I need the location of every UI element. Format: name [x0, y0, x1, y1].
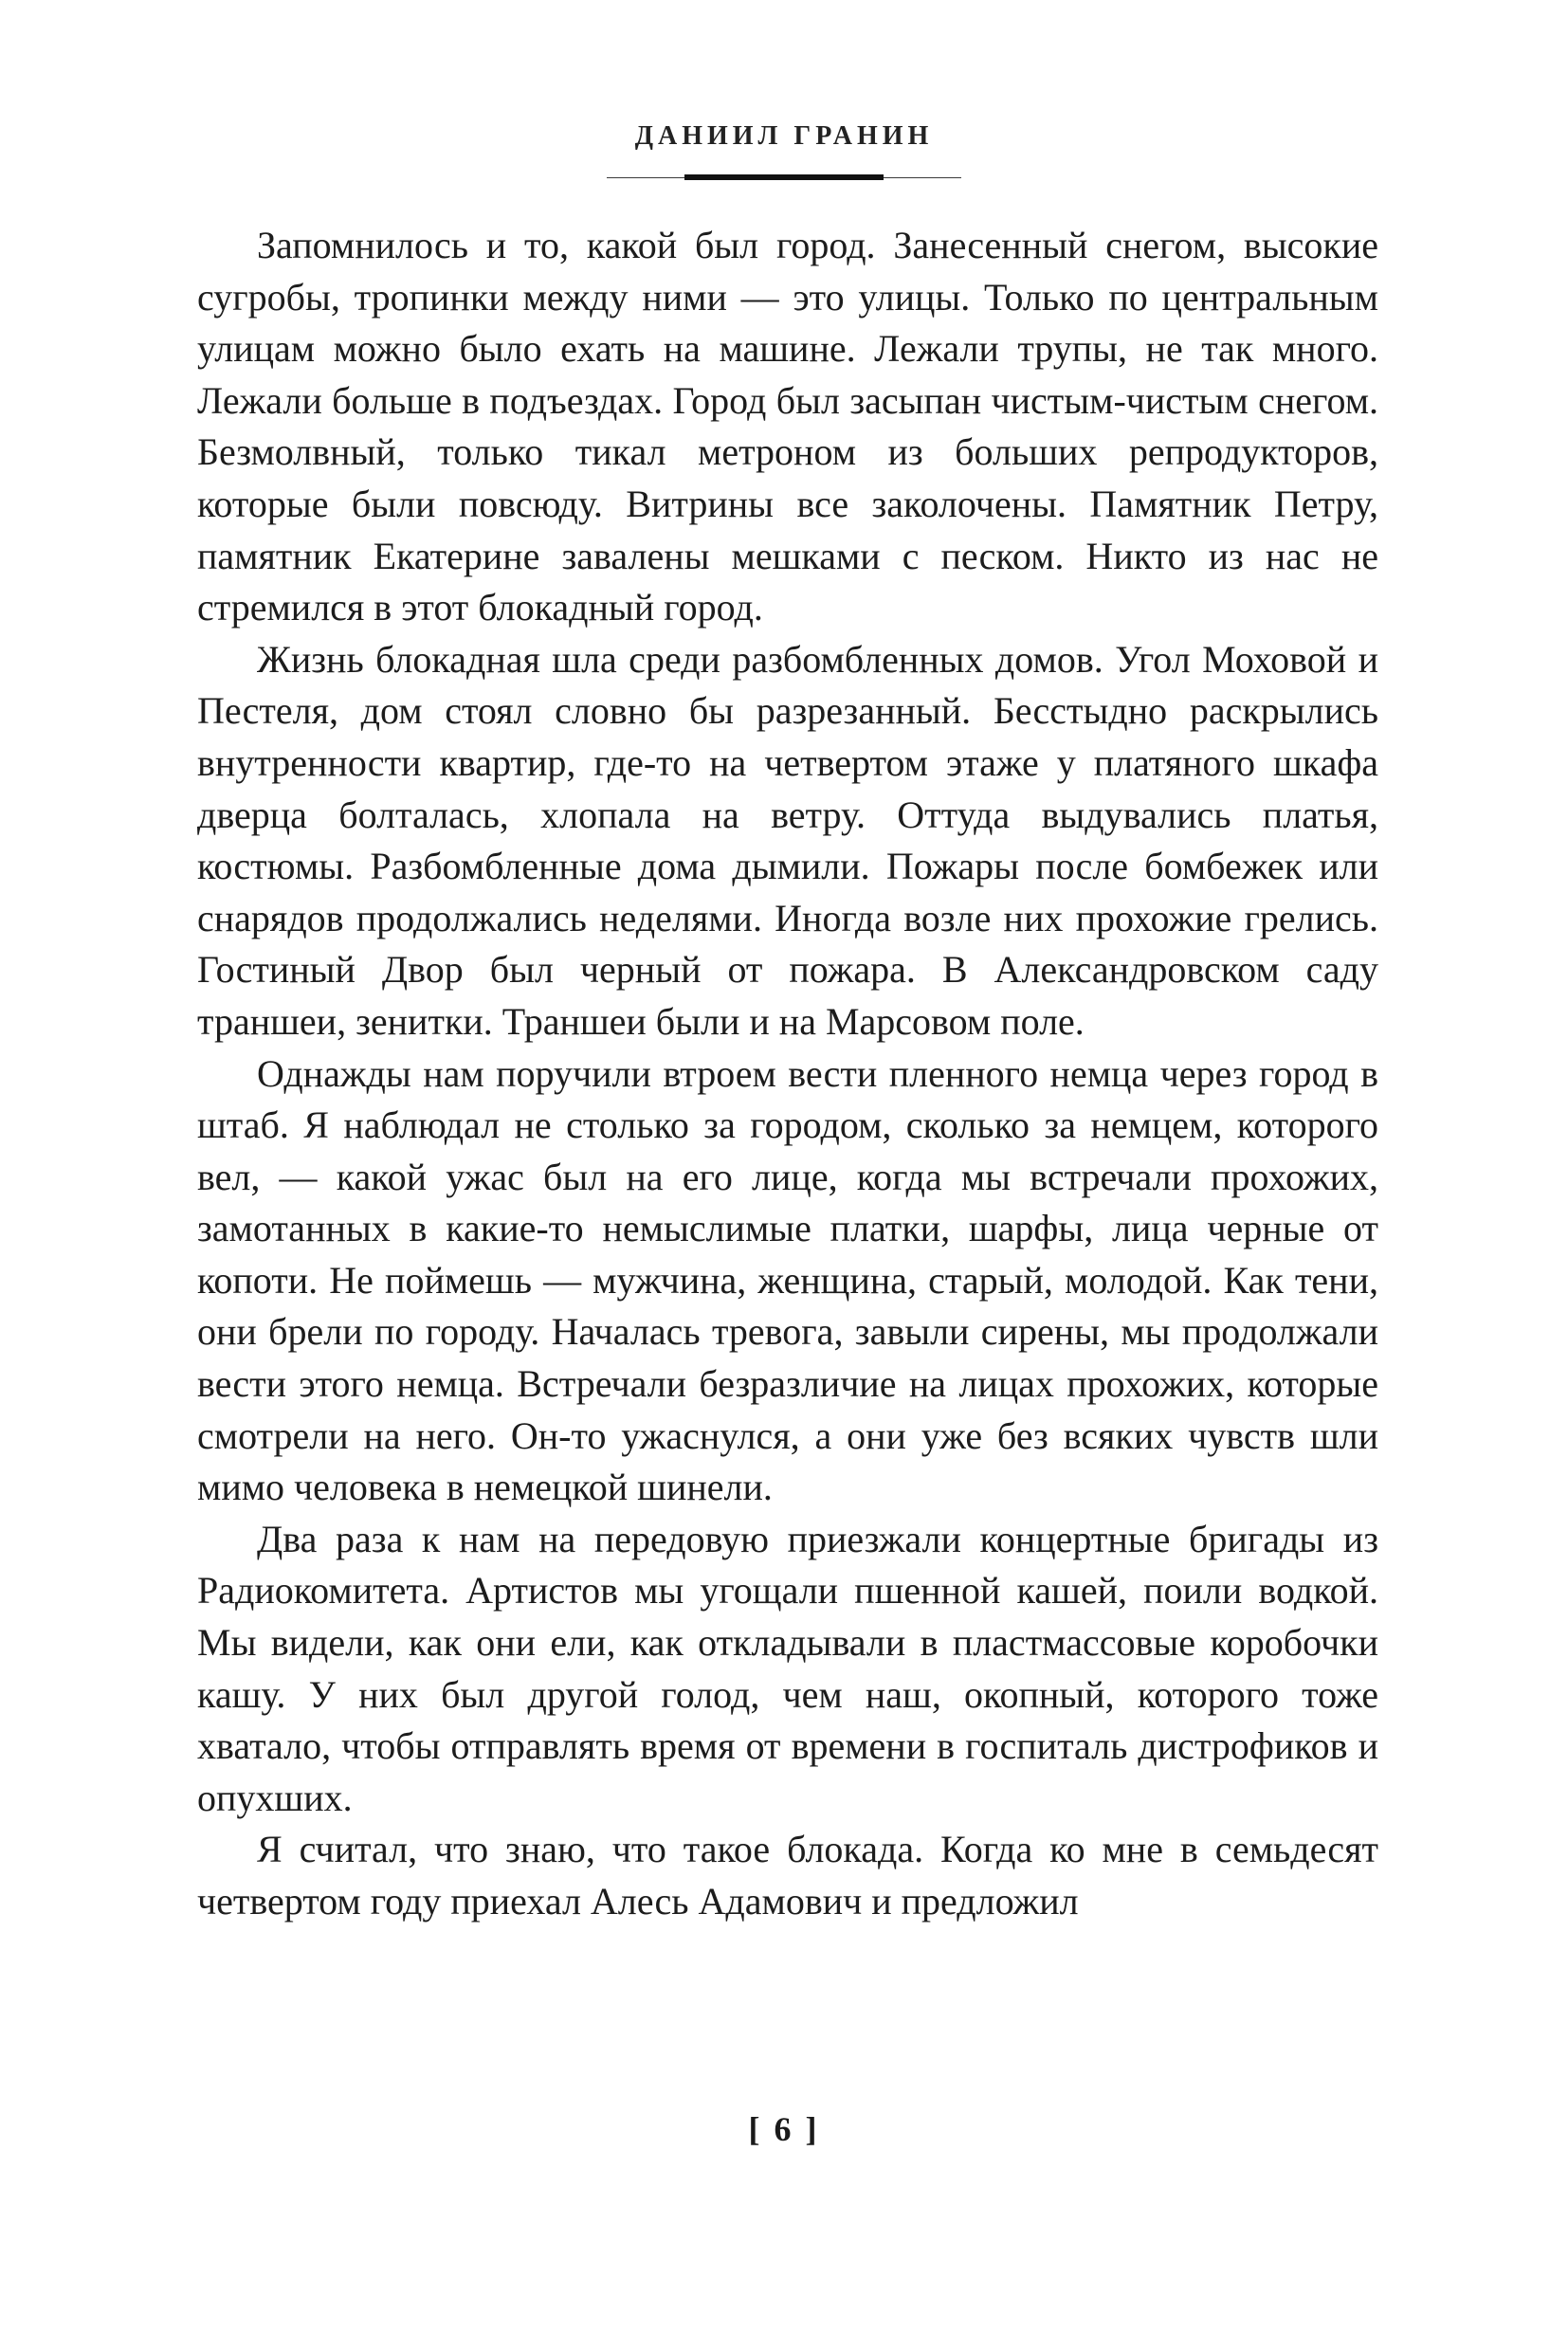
paragraph: Я считал, что знаю, что такое блокада. Когда ко мне в семьдесят четвертом году приехал Алесь Адамович и предложил: [197, 1828, 1378, 1923]
header-rule-thick: [684, 174, 884, 180]
body-text: [197, 220, 1378, 1928]
page-number: [ 6 ]: [748, 2110, 820, 2148]
running-head-author: ДАНИИЛ ГРАНИН: [634, 121, 934, 151]
paragraph: Жизнь блокадная шла среди разбомбленных домов. Угол Моховой и Пестеля, дом стоял словно бы разрезанный. Бесстыдно раскрылись внутренности квартир, где-то на четвертом этаже у платяного шкафа дверца болталась, хлопала на ветру. Оттуда выдувались платья, костюмы. Разбомбленные дома дымили. Пожары после бомбежек или снарядов продолжались неделями. Иногда возле них прохожие грелись. Гостиный Двор был черный от пожара. В Александровском саду траншеи, зенитки. Траншеи были и на Марсовом поле.: [197, 637, 1378, 1043]
paragraph: Однажды нам поручили втроем вести пленного немца через город в штаб. Я наблюдал не столько за городом, сколько за немцем, которого вел, — какой ужас был на его лице, когда мы встречали прохожих, замотанных в какие-то немыслимые платки, шарфы, лица черные от копоти. Не поймешь — мужчина, женщина, старый, молодой. Как тени, они брели по городу. Началась тревога, завыли сирены, мы продолжали вести этого немца. Встречали безразличие на лицах прохожих, которые смотрели на него. Он-то ужаснулся, а они уже без всяких чувств шли мимо человека в немецкой шинели.: [197, 1051, 1378, 1509]
paragraph: Два раза к нам на передовую приезжали концертные бригады из Радиокомитета. Артистов мы угощали пшенной кашей, поили водкой. Мы видели, как они ели, как откладывали в пластмассовые коробочки кашу. У них был другой голод, чем наш, окопный, которого тоже хватало, чтобы отправлять время от времени в госпиталь дистрофиков и опухших.: [197, 1517, 1378, 1819]
paragraph: Запомнилось и то, какой был город. Занесенный снегом, высокие сугробы, тропинки между ними — это улицы. Только по центральным улицам можно было ехать на машине. Лежали трупы, не так много. Лежали больше в подъездах. Город был засыпан чистым-чистым снегом. Безмолвный, только тикал метроном из больших репродукторов, которые были повсюду. Витрины все заколочены. Памятник Петру, памятник Екатерине завалены мешками с песком. Никто из нас не стремился в этот блокадный город.: [197, 224, 1378, 629]
